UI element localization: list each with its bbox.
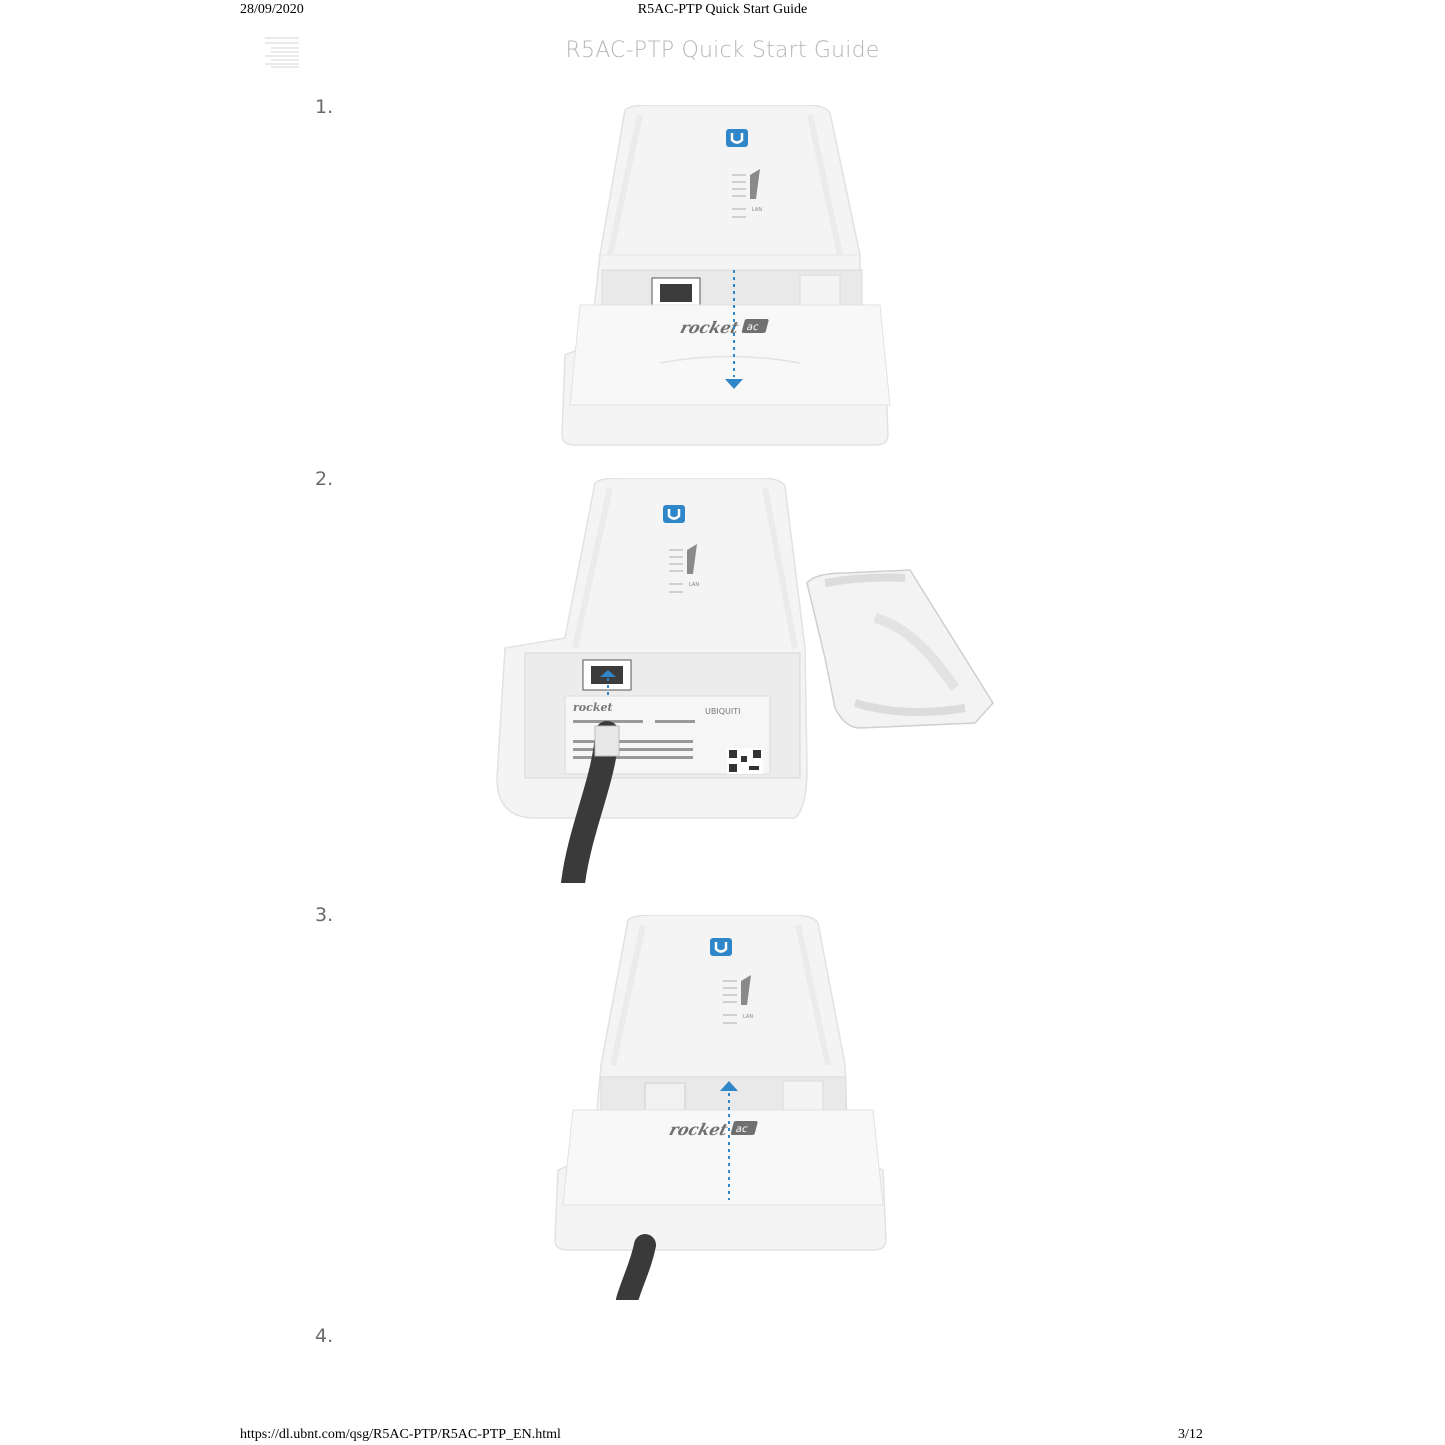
svg-text:ac: ac (745, 322, 760, 333)
document-title: R5AC-PTP Quick Start Guide (565, 38, 880, 63)
print-footer (0, 1427, 1445, 1445)
step-3-illustration (553, 915, 893, 1300)
step-2-illustration (495, 478, 1000, 883)
step-number-2: 2. (315, 468, 334, 490)
svg-text:LAN: LAN (752, 207, 763, 213)
svg-text:ac: ac (734, 1124, 749, 1135)
print-url[interactable]: https://dl.ubnt.com/qsg/R5AC-PTP/R5AC-PTP_EN.html (240, 1427, 561, 1442)
svg-text:LAN: LAN (743, 1014, 754, 1020)
svg-text:rocket: rocket (678, 318, 741, 337)
ubiquiti-logo-icon (726, 129, 748, 147)
step-number-1: 1. (315, 96, 334, 118)
svg-text:LAN: LAN (689, 582, 700, 588)
svg-text:rocket: rocket (667, 1120, 730, 1139)
page-number: 3/12 (1178, 1427, 1203, 1442)
svg-text:UBIQUITI: UBIQUITI (705, 707, 741, 716)
svg-text:rocket: rocket (573, 701, 613, 714)
step-number-4: 4. (315, 1325, 334, 1347)
qr-code-icon (727, 748, 763, 774)
ethernet-port-icon (652, 278, 700, 308)
step-1-illustration (560, 105, 900, 450)
ubiquiti-logo-icon (710, 938, 732, 956)
step-number-3: 3. (315, 904, 334, 926)
ubiquiti-logo-icon (663, 505, 685, 523)
print-date: 28/09/2020 (240, 2, 304, 17)
print-header (0, 2, 1445, 20)
print-title: R5AC-PTP Quick Start Guide (637, 2, 808, 17)
